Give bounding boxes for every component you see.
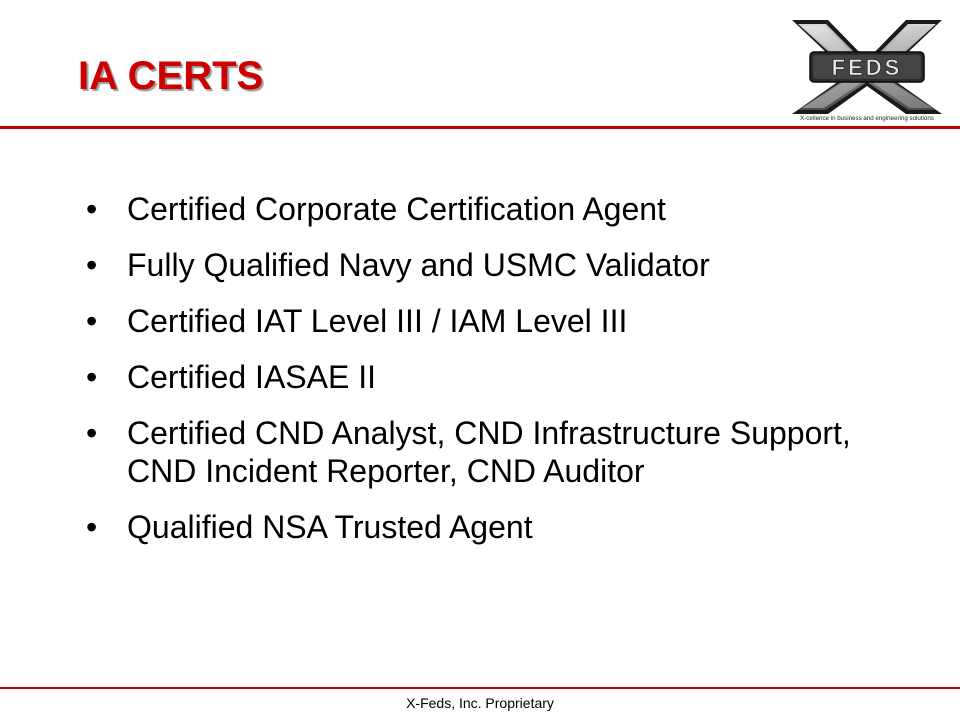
list-item-text: Qualified NSA Trusted Agent (127, 509, 533, 545)
list-item (86, 508, 926, 546)
logo-name-text: FEDS (831, 55, 903, 80)
list-item-text: Certified IAT Level III / IAM Level III (127, 303, 628, 339)
list-item (86, 358, 926, 396)
bullet-icon: • (86, 509, 98, 545)
certification-list (86, 190, 926, 564)
bullet-icon: • (86, 247, 98, 283)
bullet-icon: • (86, 415, 98, 451)
logo-tagline: X-cellence in business and engineering solutions (800, 115, 934, 122)
footer-text: X-Feds, Inc. Proprietary (406, 695, 554, 711)
bullet-icon: • (86, 359, 98, 395)
slide-title: IA CERTS (78, 54, 264, 98)
x-feds-logo-graphic (786, 16, 948, 124)
list-item (86, 190, 926, 228)
header-divider (0, 126, 960, 129)
list-item (86, 302, 926, 340)
footer-divider (0, 687, 960, 689)
bullet-icon: • (86, 191, 98, 227)
list-item-text: Certified Corporate Certification Agent (127, 191, 666, 227)
list-item-text: Certified CND Analyst, CND Infrastructure Support, CND Incident Reporter, CND Auditor (127, 415, 851, 489)
bullet-icon: • (86, 303, 98, 339)
company-logo (786, 16, 948, 124)
list-item (86, 246, 926, 284)
list-item-text: Fully Qualified Navy and USMC Validator (127, 247, 710, 283)
list-item-text: Certified IASAE II (127, 359, 376, 395)
list-item (86, 414, 926, 490)
